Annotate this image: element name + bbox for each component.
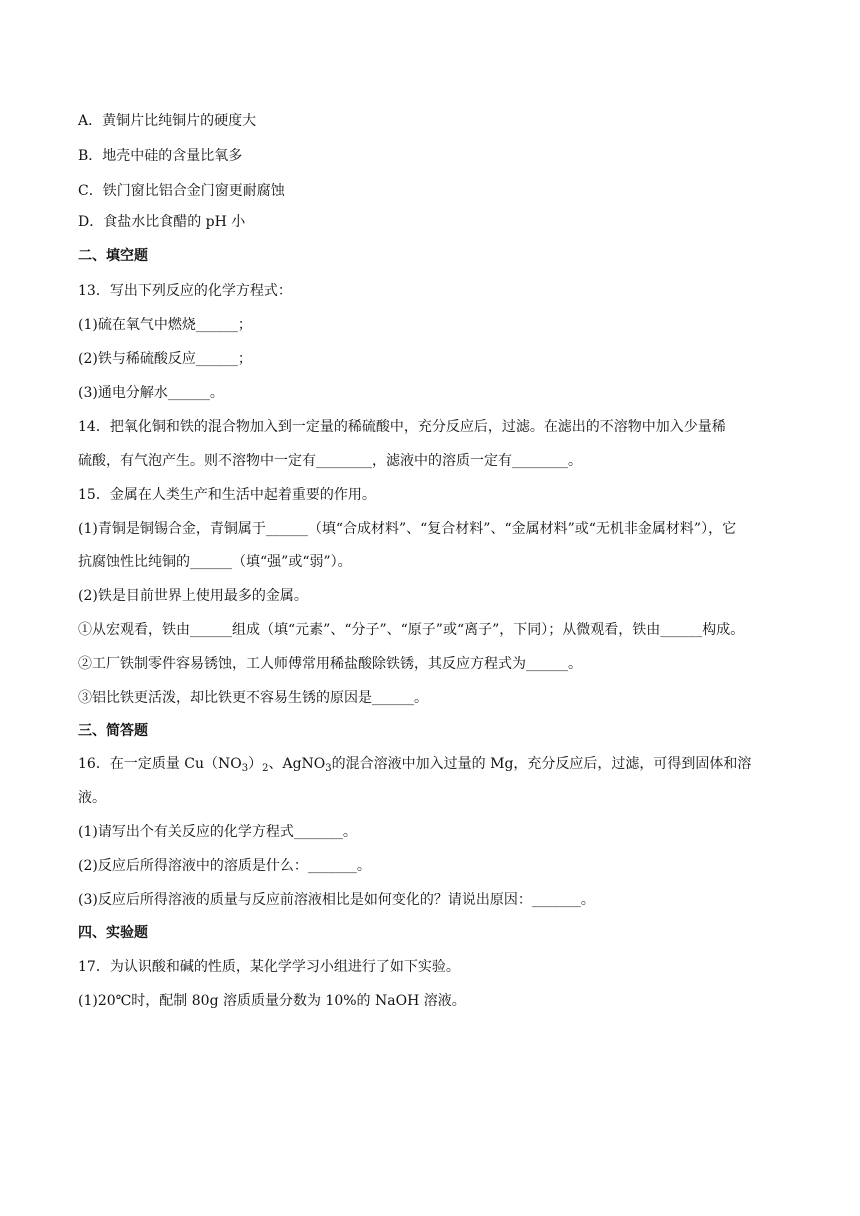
question-16-line-2: 液。 [78, 790, 106, 806]
question-13-part-1: (1)硫在氧气中燃烧______； [78, 317, 252, 333]
question-16-text-d: 的混合溶液中加入过量的 Mg，充分反应后，过滤，可得到固体和溶 [331, 756, 752, 772]
question-13-stem: 13．写出下列反应的化学方程式： [78, 283, 292, 299]
option-d: D．食盐水比食醋的 pH 小 [78, 214, 246, 230]
question-15-part-2-b: ②工厂铁制零件容易锈蚀，工人师傅常用稀盐酸除铁锈，其反应方程式为______。 [78, 656, 582, 672]
question-14-line-1: 14．把氧化铜和铁的混合物加入到一定量的稀硫酸中，充分反应后，过滤。在滤出的不溶物中加入少量稀 [78, 419, 726, 435]
section-heading-short-answer: 三、简答题 [78, 723, 148, 739]
question-16-part-2: (2)反应后所得溶液中的溶质是什么：_______。 [78, 858, 371, 874]
question-16-text-b: ） [248, 756, 263, 772]
question-15-part-2: (2)铁是目前世界上使用最多的金属。 [78, 588, 308, 604]
question-16-text-c: 、AgNO [268, 756, 326, 772]
question-15-stem: 15．金属在人类生产和生活中起着重要的作用。 [78, 487, 376, 503]
question-17-stem: 17．为认识酸和碱的性质，某化学学习小组进行了如下实验。 [78, 959, 460, 975]
question-15-part-1-line-2: 抗腐蚀性比纯铜的______（填“强”或“弱”）。 [78, 554, 352, 570]
question-13-part-2: (2)铁与稀硫酸反应______； [78, 351, 252, 367]
question-14-line-2: 硫酸，有气泡产生。则不溶物中一定有________，滤液中的溶质一定有________。 [78, 453, 582, 469]
option-b: B．地壳中硅的含量比氧多 [78, 148, 243, 164]
question-13-part-3: (3)通电分解水______。 [78, 385, 224, 401]
section-heading-experiment: 四、实验题 [78, 925, 148, 941]
option-c: C．铁门窗比铝合金门窗更耐腐蚀 [78, 183, 285, 199]
subscript-3: 3 [325, 763, 332, 774]
question-15-part-1-line-1: (1)青铜是铜锡合金，青铜属于______（填“合成材料”、“复合材料”、“金属材料”或“无机非金属材料”），它 [78, 521, 737, 537]
subscript-3: 3 [241, 763, 249, 774]
section-heading-fill-in: 二、填空题 [78, 248, 148, 264]
option-a: A．黄铜片比纯铜片的硬度大 [78, 113, 257, 129]
question-16-line-1 [78, 753, 790, 775]
subscript-2: 2 [262, 763, 269, 774]
question-15-part-2-c: ③铝比铁更活泼，却比铁更不容易生锈的原因是______。 [78, 690, 428, 706]
question-15-part-2-a: ①从宏观看，铁由______组成（填“元素”、“分子”、“原子”或“离子”，下同）；从微观看，铁由______构成。 [78, 622, 745, 638]
question-16-part-1: (1)请写出个有关反应的化学方程式_______。 [78, 824, 357, 840]
question-16-part-3: (3)反应后所得溶液的质量与反应前溶液相比是如何变化的？请说出原因：_______。 [78, 892, 595, 908]
question-16-text-a: 16．在一定质量 Cu（NO [78, 756, 242, 772]
question-17-part-1: (1)20℃时，配制 80g 溶质质量分数为 10%的 NaOH 溶液。 [78, 993, 466, 1009]
